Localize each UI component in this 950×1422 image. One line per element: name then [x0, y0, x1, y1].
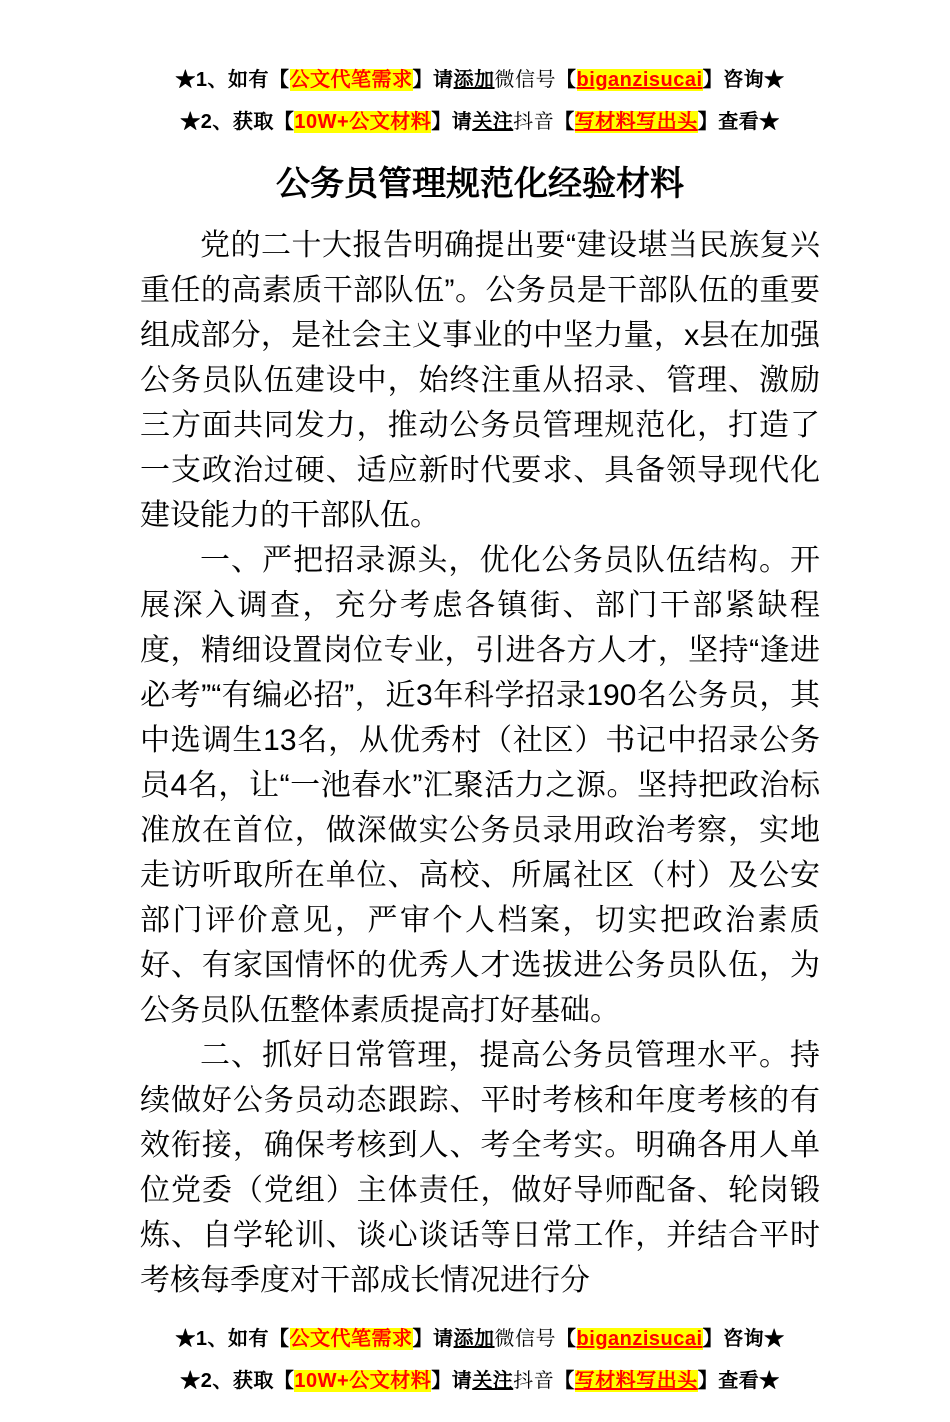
promo-footer-line-2	[140, 1360, 820, 1402]
promo-text-douyin-label: 抖音	[513, 1370, 555, 1392]
promo-text: 】咨询★	[702, 69, 785, 91]
promo-text-wechat-label: 微信号	[494, 69, 557, 91]
promo-text: ★2、获取【	[180, 1370, 295, 1392]
promo-douyin-account: 写材料写出头	[574, 1370, 698, 1392]
promo-text: ★2、获取【	[180, 111, 295, 133]
promo-text: ★1、如有【	[175, 1328, 290, 1350]
promo-text: 】请	[412, 1328, 454, 1350]
promo-text: 【	[554, 111, 575, 133]
promo-text: 】查看★	[697, 1370, 780, 1392]
promo-text: 【	[554, 1370, 575, 1392]
promo-underline-add: 添加	[453, 69, 495, 91]
promo-text: 【	[556, 1328, 577, 1350]
promo-text-wechat-label: 微信号	[494, 1328, 557, 1350]
promo-underline-add: 添加	[453, 1328, 495, 1350]
page-title: 公务员管理规范化经验材料	[276, 165, 684, 203]
promo-header	[140, 59, 820, 143]
promo-wechat-id: biganzisucai	[576, 69, 703, 91]
promo-text: 】请	[412, 69, 454, 91]
promo-text-douyin-label: 抖音	[513, 111, 555, 133]
body-paragraph-section-2: 二、抓好日常管理，提高公务员管理水平。持续做好公务员动态跟踪、平时考核和年度考核的有效衔接，确保考核到人、考全考实。明确各用人单位党委（党组）主体责任，做好导师配备、轮岗锻炼、自学轮训、谈心谈话等日常工作，并结合平时考核每季度对干部成长情况进行分	[140, 1039, 820, 1297]
promo-highlight-materials: 10W+公文材料	[294, 1370, 432, 1392]
promo-text: 】请	[431, 1370, 473, 1392]
promo-text: ★1、如有【	[175, 69, 290, 91]
body-paragraph-intro: 党的二十大报告明确提出要“建设堪当民族复兴重任的高素质干部队伍”。公务员是干部队伍的重要组成部分，是社会主义事业的中坚力量，x县在加强公务员队伍建设中，始终注重从招录、管理、激励三方面共同发力，推动公务员管理规范化，打造了一支政治过硬、适应新时代要求、具备领导现代化建设能力的干部队伍。	[140, 229, 820, 532]
promo-text: 【	[556, 69, 577, 91]
promo-douyin-account: 写材料写出头	[574, 111, 698, 133]
promo-highlight-service: 公文代笔需求	[289, 1328, 413, 1350]
body-paragraph-section-1: 一、严把招录源头，优化公务员队伍结构。开展深入调查，充分考虑各镇街、部门干部紧缺程度，精细设置岗位专业，引进各方人才，坚持“逢进必考”“有编必招”，近3年科学招录190名公务员，其中选调生13名，从优秀村（社区）书记中招录公务员4名，让“一池春水”汇聚活力之源。坚持把政治标准放在首位，做深做实公务员录用政治考察，实地走访听取所在单位、高校、所属社区（村）及公安部门评价意见，严审个人档案，切实把政治素质好、有家国情怀的优秀人才选拔进公务员队伍，为公务员队伍整体素质提高打好基础。	[140, 544, 820, 1027]
promo-header-line-2	[140, 101, 820, 143]
promo-text: 】查看★	[697, 111, 780, 133]
promo-footer	[140, 1318, 820, 1402]
promo-wechat-id: biganzisucai	[576, 1328, 703, 1350]
promo-footer-line-1	[140, 1318, 820, 1360]
document-body	[140, 223, 820, 1303]
promo-header-line-1	[140, 59, 820, 101]
promo-underline-follow: 关注	[472, 111, 514, 133]
promo-highlight-materials: 10W+公文材料	[294, 111, 432, 133]
promo-text: 】咨询★	[702, 1328, 785, 1350]
promo-highlight-service: 公文代笔需求	[289, 69, 413, 91]
promo-underline-follow: 关注	[472, 1370, 514, 1392]
promo-text: 】请	[431, 111, 473, 133]
